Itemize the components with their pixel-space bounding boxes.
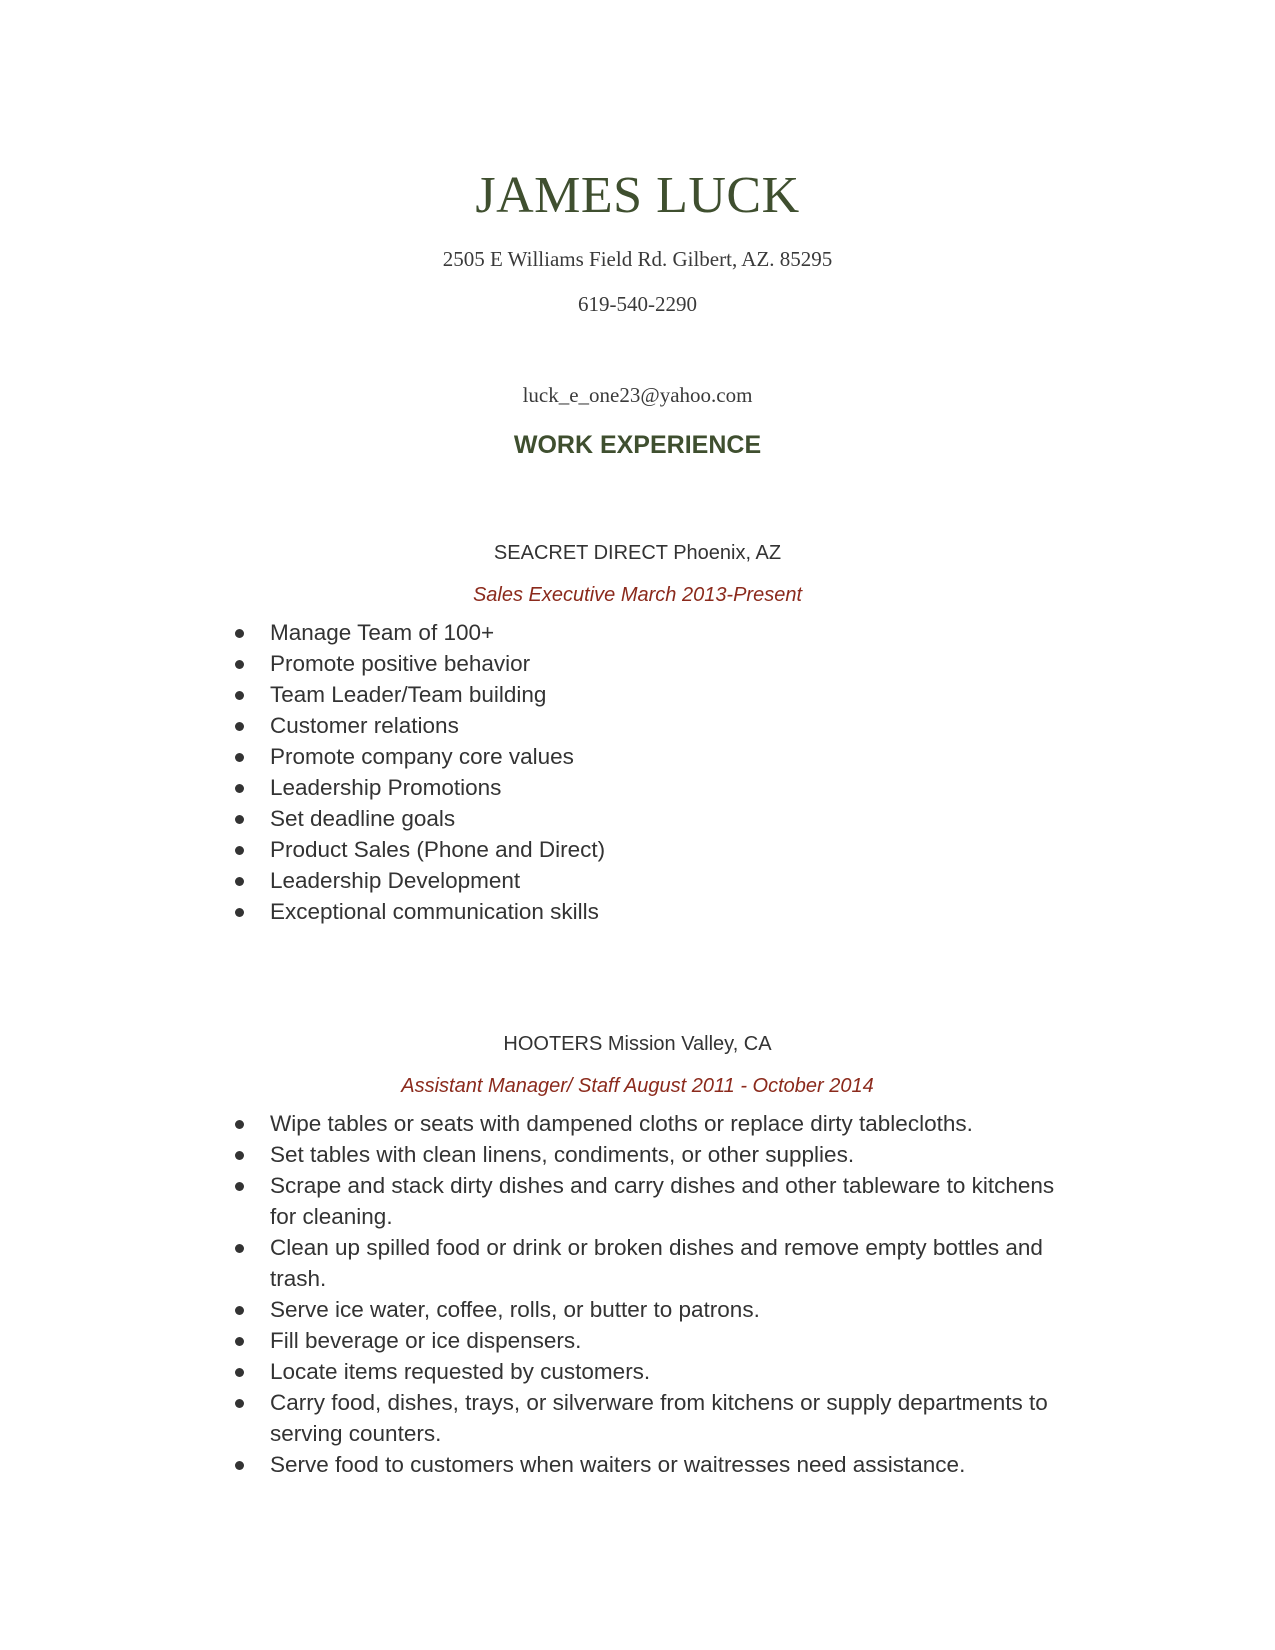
list-item: Clean up spilled food or drink or broken dishes and remove empty bottles and trash. [232,1232,1072,1294]
bullet-icon [235,784,244,793]
section-title-work-experience: WORK EXPERIENCE [513,431,762,459]
list-item: Scrape and stack dirty dishes and carry dishes and other tableware to kitchens for cleaning. [232,1170,1072,1232]
bullet-icon [235,1399,244,1408]
list-item: Locate items requested by customers. [232,1356,1072,1387]
list-item: Fill beverage or ice dispensers. [232,1325,1072,1356]
job-employer: SEACRET DIRECT Phoenix, AZ [493,542,782,564]
list-item: Customer relations [232,710,1072,741]
bullet-icon [235,877,244,886]
list-item: Leadership Development [232,865,1072,896]
bullet-icon [235,722,244,731]
list-item: Team Leader/Team building [232,679,1072,710]
bullet-icon [235,660,244,669]
job-employer: HOOTERS Mission Valley, CA [503,1033,772,1055]
bullet-icon [235,753,244,762]
bullet-icon [235,691,244,700]
bullet-icon [235,1461,244,1470]
bullet-icon [235,1151,244,1160]
list-item: Serve ice water, coffee, rolls, or butter to patrons. [232,1294,1072,1325]
bullet-icon [235,629,244,638]
job-duties-list [232,1108,1072,1480]
candidate-name: JAMES LUCK [475,167,800,224]
job-duties-list [232,617,1072,927]
bullet-icon [235,1306,244,1315]
list-item: Manage Team of 100+ [232,617,1072,648]
job-role: Assistant Manager/ Staff August 2011 - October 2014 [401,1075,874,1097]
bullet-icon [235,1244,244,1253]
bullet-icon [235,846,244,855]
bullet-icon [235,1120,244,1129]
bullet-icon [235,1337,244,1346]
list-item: Promote company core values [232,741,1072,772]
list-item: Promote positive behavior [232,648,1072,679]
contact-address: 2505 E Williams Field Rd. Gilbert, AZ. 85295 [442,247,833,271]
job-role: Sales Executive March 2013-Present [472,584,803,606]
list-item: Carry food, dishes, trays, or silverware from kitchens or supply departments to serving counters. [232,1387,1072,1449]
bullet-icon [235,1368,244,1377]
list-item: Set deadline goals [232,803,1072,834]
bullet-icon [235,815,244,824]
bullet-icon [235,1182,244,1191]
bullet-icon [235,908,244,917]
list-item: Wipe tables or seats with dampened cloths or replace dirty tablecloths. [232,1108,1072,1139]
list-item: Exceptional communication skills [232,896,1072,927]
list-item: Serve food to customers when waiters or waitresses need assistance. [232,1449,1072,1480]
list-item: Set tables with clean linens, condiments, or other supplies. [232,1139,1072,1170]
contact-phone: 619-540-2290 [578,292,697,316]
list-item: Product Sales (Phone and Direct) [232,834,1072,865]
list-item: Leadership Promotions [232,772,1072,803]
contact-email[interactable]: luck_e_one23@yahoo.com [522,383,753,407]
